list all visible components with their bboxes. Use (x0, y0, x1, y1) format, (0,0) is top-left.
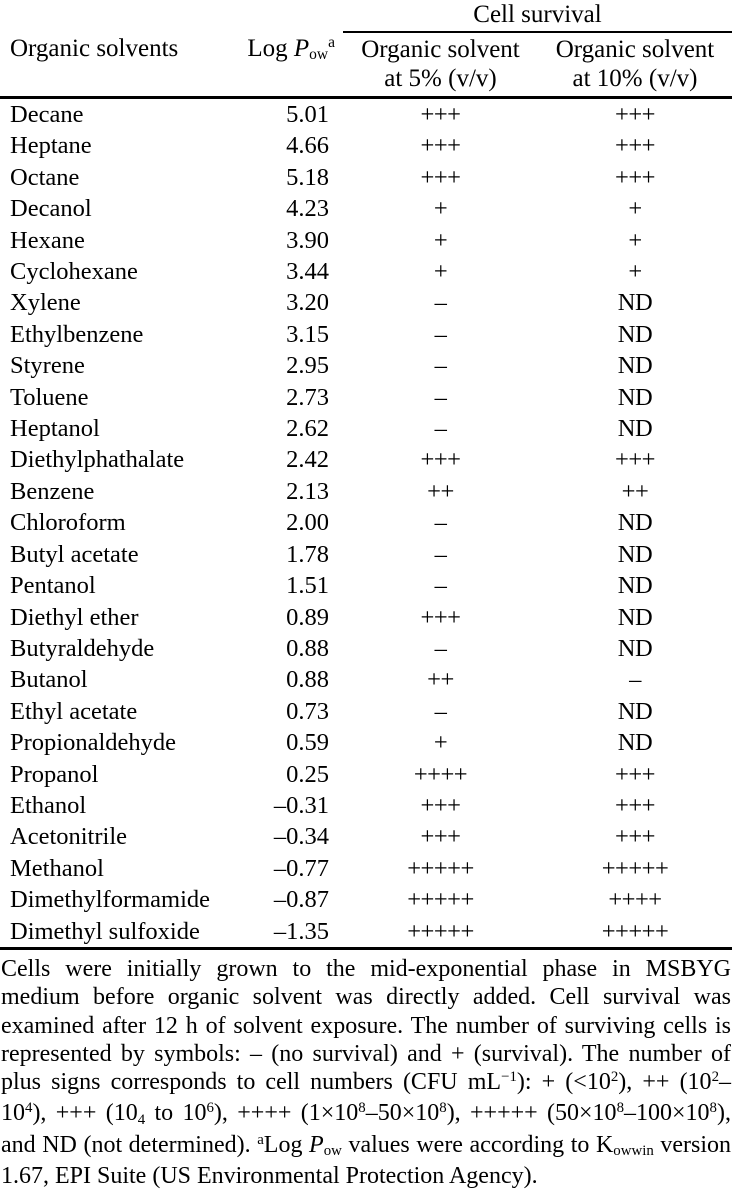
footnote-segment-text: version 1.67, EPI Suite (US Environmental Protection Agency). (1, 1131, 731, 1190)
footnote-segment-text: ), ++++ (1×10 (213, 1100, 359, 1127)
table-row (0, 476, 732, 507)
survival-10pct-cell: +++ (615, 132, 655, 160)
col-header-organic-solvents: Organic solvents (0, 32, 238, 98)
table-row (0, 696, 732, 727)
footnote-segment-sup: 8 (439, 1100, 447, 1117)
survival-5pct-cell: – (434, 383, 447, 411)
cell-survival-spanner-header: Cell survival (343, 0, 732, 32)
survival-5pct-cell: – (434, 540, 447, 568)
table-row (0, 382, 732, 413)
survival-5pct-cell: – (434, 697, 447, 725)
col-header-10pct-line2: at 10% (v/v) (572, 65, 698, 92)
logp-value-cell: –0.31 (273, 791, 329, 819)
footnote-segment-text: ), ++ (10 (618, 1069, 712, 1096)
survival-5pct-cell: + (433, 258, 448, 286)
log-pow-subscript: ow (309, 46, 329, 64)
survival-10pct-cell: +++++ (601, 917, 669, 945)
survival-5pct-cell: – (434, 572, 447, 600)
table-row (0, 507, 732, 538)
survival-5pct-cell: – (434, 634, 447, 662)
survival-5pct-cell: – (434, 509, 447, 537)
footnote-segment-text: ), +++ (10 (32, 1100, 138, 1127)
table-row (0, 162, 732, 193)
col-header-10pct-line1: Organic solvent (555, 36, 715, 63)
table-row (0, 256, 732, 287)
footnote-segment-text: ), and ND (not determined). (1, 1100, 731, 1158)
logp-value-cell: 0.73 (286, 697, 329, 725)
survival-10pct-cell: + (628, 195, 642, 223)
logp-value-cell: –0.87 (273, 886, 329, 914)
logp-value-cell: 4.23 (286, 195, 329, 223)
footnote-segment-text: –100×10 (624, 1100, 710, 1127)
survival-5pct-cell: +++ (420, 446, 461, 474)
survival-5pct-cell: – (434, 352, 447, 380)
table-row (0, 287, 732, 318)
table-row (0, 193, 732, 224)
footnote-segment-text: Log (263, 1131, 310, 1158)
solvent-name-cell: Dimethylformamide (10, 886, 211, 914)
footnote-segment-text: Cells were initially grown to the mid-exponential phase in MSBYG medium before organic solvent was directly added. Cell survival was examined after 12 h of solvent exposure. The number of surviving cells is represented by symbols: – (no survival) and + (survival). The number of plus signs corresponds to cell numbers (CFU mL (1, 955, 731, 1096)
solvent-name-cell: Chloroform (10, 509, 126, 537)
column-header-row (0, 32, 732, 98)
survival-5pct-cell: +++++ (407, 854, 474, 882)
footnote-segment-sup: 6 (206, 1100, 214, 1117)
table-row (0, 444, 732, 475)
solvent-name-cell: Propionaldehyde (10, 729, 177, 757)
logp-value-cell: –0.77 (273, 854, 329, 882)
footnote-segment-sup: 4 (25, 1100, 33, 1117)
solvent-name-cell: Dimethyl sulfoxide (10, 917, 200, 945)
footnote-segment-sup: 8 (358, 1100, 366, 1117)
table-row (0, 130, 732, 161)
solvent-name-cell: Benzene (10, 477, 95, 505)
survival-5pct-cell: + (433, 226, 448, 254)
solvent-name-cell: Xylene (10, 289, 81, 317)
table-row (0, 759, 732, 790)
table-row (0, 884, 732, 915)
logp-value-cell: 3.15 (286, 320, 329, 348)
table-row (0, 413, 732, 444)
solvent-name-cell: Decane (10, 101, 84, 128)
solvent-name-cell: Diethylphathalate (10, 446, 185, 474)
table-row (0, 790, 732, 821)
logp-value-cell: 3.44 (286, 258, 329, 286)
logp-value-cell: 0.59 (286, 729, 329, 757)
survival-5pct-cell: – (434, 415, 447, 443)
logp-value-cell: 2.62 (286, 415, 329, 443)
survival-10pct-cell: + (628, 226, 642, 254)
logp-value-cell: 5.01 (286, 101, 329, 128)
solvent-name-cell: Heptanol (10, 415, 100, 443)
solvent-name-cell: Ethyl acetate (10, 697, 138, 725)
log-pow-footnote-marker: a (328, 34, 335, 52)
survival-5pct-cell: ++ (427, 666, 454, 694)
survival-5pct-cell: +++ (420, 603, 461, 631)
logp-value-cell: 1.78 (286, 540, 329, 568)
survival-5pct-cell: ++++ (413, 760, 468, 788)
survival-5pct-cell: +++++ (407, 886, 474, 914)
survival-5pct-cell: – (434, 320, 447, 348)
logp-value-cell: 3.20 (286, 289, 329, 317)
col-header-solvent-5pct (343, 32, 538, 98)
log-pow-symbol: P (293, 35, 310, 62)
table-row (0, 225, 732, 256)
table-row (0, 98, 732, 131)
footnote-segment-text: ), +++++ (50×10 (446, 1100, 617, 1127)
survival-10pct-cell: ND (617, 729, 653, 757)
solvent-name-cell: Heptane (10, 132, 92, 160)
footnote-segment-text: ): + (<10 (516, 1069, 611, 1096)
survival-10pct-cell: +++ (615, 101, 655, 128)
table-row (0, 602, 732, 633)
table-row (0, 727, 732, 758)
survival-5pct-cell: +++ (420, 791, 461, 819)
footnote-segment-i: P (309, 1131, 324, 1158)
table-row (0, 821, 732, 852)
logp-value-cell: 4.66 (286, 132, 329, 160)
survival-10pct-cell: ND (617, 320, 653, 348)
survival-10pct-cell: ND (617, 383, 653, 411)
footnote-segment-text: –10 (1, 1069, 731, 1127)
footnote-segment-sup: −1 (501, 1068, 517, 1085)
solvent-name-cell: Butanol (10, 666, 88, 694)
survival-10pct-cell: + (628, 258, 642, 286)
solvent-name-cell: Hexane (10, 226, 85, 254)
footnote-segment-sub: ow (323, 1143, 342, 1160)
logp-value-cell: 2.00 (286, 509, 329, 537)
table-footnote (0, 955, 732, 1190)
survival-10pct-cell: ND (617, 415, 653, 443)
survival-10pct-cell: +++++ (601, 854, 669, 882)
logp-value-cell: 2.42 (286, 446, 329, 474)
solvent-name-cell: Toluene (10, 383, 89, 411)
survival-5pct-cell: +++++ (407, 917, 474, 945)
footnote-segment-sup: 8 (616, 1100, 624, 1117)
table-header (0, 0, 732, 98)
survival-10pct-cell: +++ (615, 446, 655, 474)
table-row (0, 853, 732, 884)
footnote-segment-sup: 8 (709, 1100, 717, 1117)
survival-5pct-cell: +++ (420, 132, 461, 160)
solvent-name-cell: Styrene (10, 352, 85, 380)
footnote-segment-sub: 4 (137, 1111, 146, 1128)
solvent-name-cell: Propanol (10, 760, 99, 788)
survival-10pct-cell: ND (617, 352, 653, 380)
survival-5pct-cell: +++ (420, 101, 461, 128)
footnote-segment-text: to 10 (145, 1100, 207, 1127)
survival-10pct-cell: ND (617, 289, 653, 317)
table-row (0, 664, 732, 695)
logp-value-cell: 1.51 (286, 572, 329, 600)
table-row (0, 350, 732, 381)
survival-10pct-cell: ND (617, 634, 653, 662)
survival-5pct-cell: + (433, 729, 448, 757)
footnote-segment-text: values were according to K (341, 1131, 614, 1158)
survival-5pct-cell: ++ (427, 477, 454, 505)
logp-value-cell: 0.25 (286, 760, 329, 788)
survival-5pct-cell: +++ (420, 823, 461, 851)
survival-10pct-cell: +++ (615, 823, 655, 851)
footnote-segment-text: –50×10 (365, 1100, 440, 1127)
logp-value-cell: 0.89 (286, 603, 329, 631)
header-spacer (0, 0, 343, 32)
solvent-name-cell: Butyl acetate (10, 540, 139, 568)
table-body (0, 98, 732, 949)
logp-value-cell: 2.73 (286, 383, 329, 411)
footnote-segment-sup: 2 (711, 1068, 719, 1085)
solvent-name-cell: Diethyl ether (10, 603, 139, 631)
col-header-log-pow (238, 32, 343, 98)
survival-10pct-cell: +++ (615, 163, 655, 191)
footnote-segment-sup: a (257, 1131, 264, 1148)
solvent-name-cell: Ethanol (10, 791, 87, 819)
solvent-name-cell: Pentanol (10, 572, 96, 600)
survival-10pct-cell: ND (617, 540, 653, 568)
survival-10pct-cell: ND (617, 572, 653, 600)
survival-10pct-cell: ++ (621, 477, 649, 505)
col-header-5pct-line2: at 5% (v/v) (384, 65, 497, 92)
solvent-name-cell: Methanol (10, 854, 104, 882)
survival-5pct-cell: + (433, 195, 448, 223)
logp-value-cell: –1.35 (273, 917, 329, 945)
table-row (0, 539, 732, 570)
table-row (0, 570, 732, 601)
solvent-name-cell: Decanol (10, 195, 92, 223)
survival-5pct-cell: – (434, 289, 447, 317)
col-header-5pct-line1: Organic solvent (361, 36, 520, 63)
logp-value-cell: 0.88 (286, 634, 329, 662)
table-row (0, 916, 732, 949)
survival-10pct-cell: ND (617, 509, 653, 537)
solvent-name-cell: Octane (10, 163, 80, 191)
footnote-segment-sup: 2 (610, 1068, 619, 1085)
survival-5pct-cell: +++ (420, 163, 461, 191)
survival-10pct-cell: – (629, 666, 641, 694)
logp-value-cell: 2.95 (286, 352, 329, 380)
logp-value-cell: 2.13 (286, 477, 329, 505)
survival-10pct-cell: ND (617, 603, 653, 631)
survival-10pct-cell: ND (617, 697, 653, 725)
logp-value-cell: 3.90 (286, 226, 329, 254)
col-header-solvent-10pct (538, 32, 732, 98)
solvent-name-cell: Butyraldehyde (10, 634, 155, 662)
survival-10pct-cell: +++ (615, 760, 655, 788)
table-row (0, 319, 732, 350)
solvent-name-cell: Ethylbenzene (10, 320, 144, 348)
logp-value-cell: –0.34 (273, 823, 329, 851)
survival-10pct-cell: +++ (615, 791, 655, 819)
spanner-row (0, 0, 732, 32)
log-pow-prefix: Log (247, 35, 294, 62)
logp-value-cell: 5.18 (286, 163, 329, 191)
survival-10pct-cell: ++++ (608, 886, 662, 914)
solvent-name-cell: Acetonitrile (10, 823, 128, 851)
footnote-segment-sub: owwin (613, 1143, 654, 1160)
table-row (0, 633, 732, 664)
logp-value-cell: 0.88 (286, 666, 329, 694)
solvent-name-cell: Cyclohexane (10, 258, 138, 286)
